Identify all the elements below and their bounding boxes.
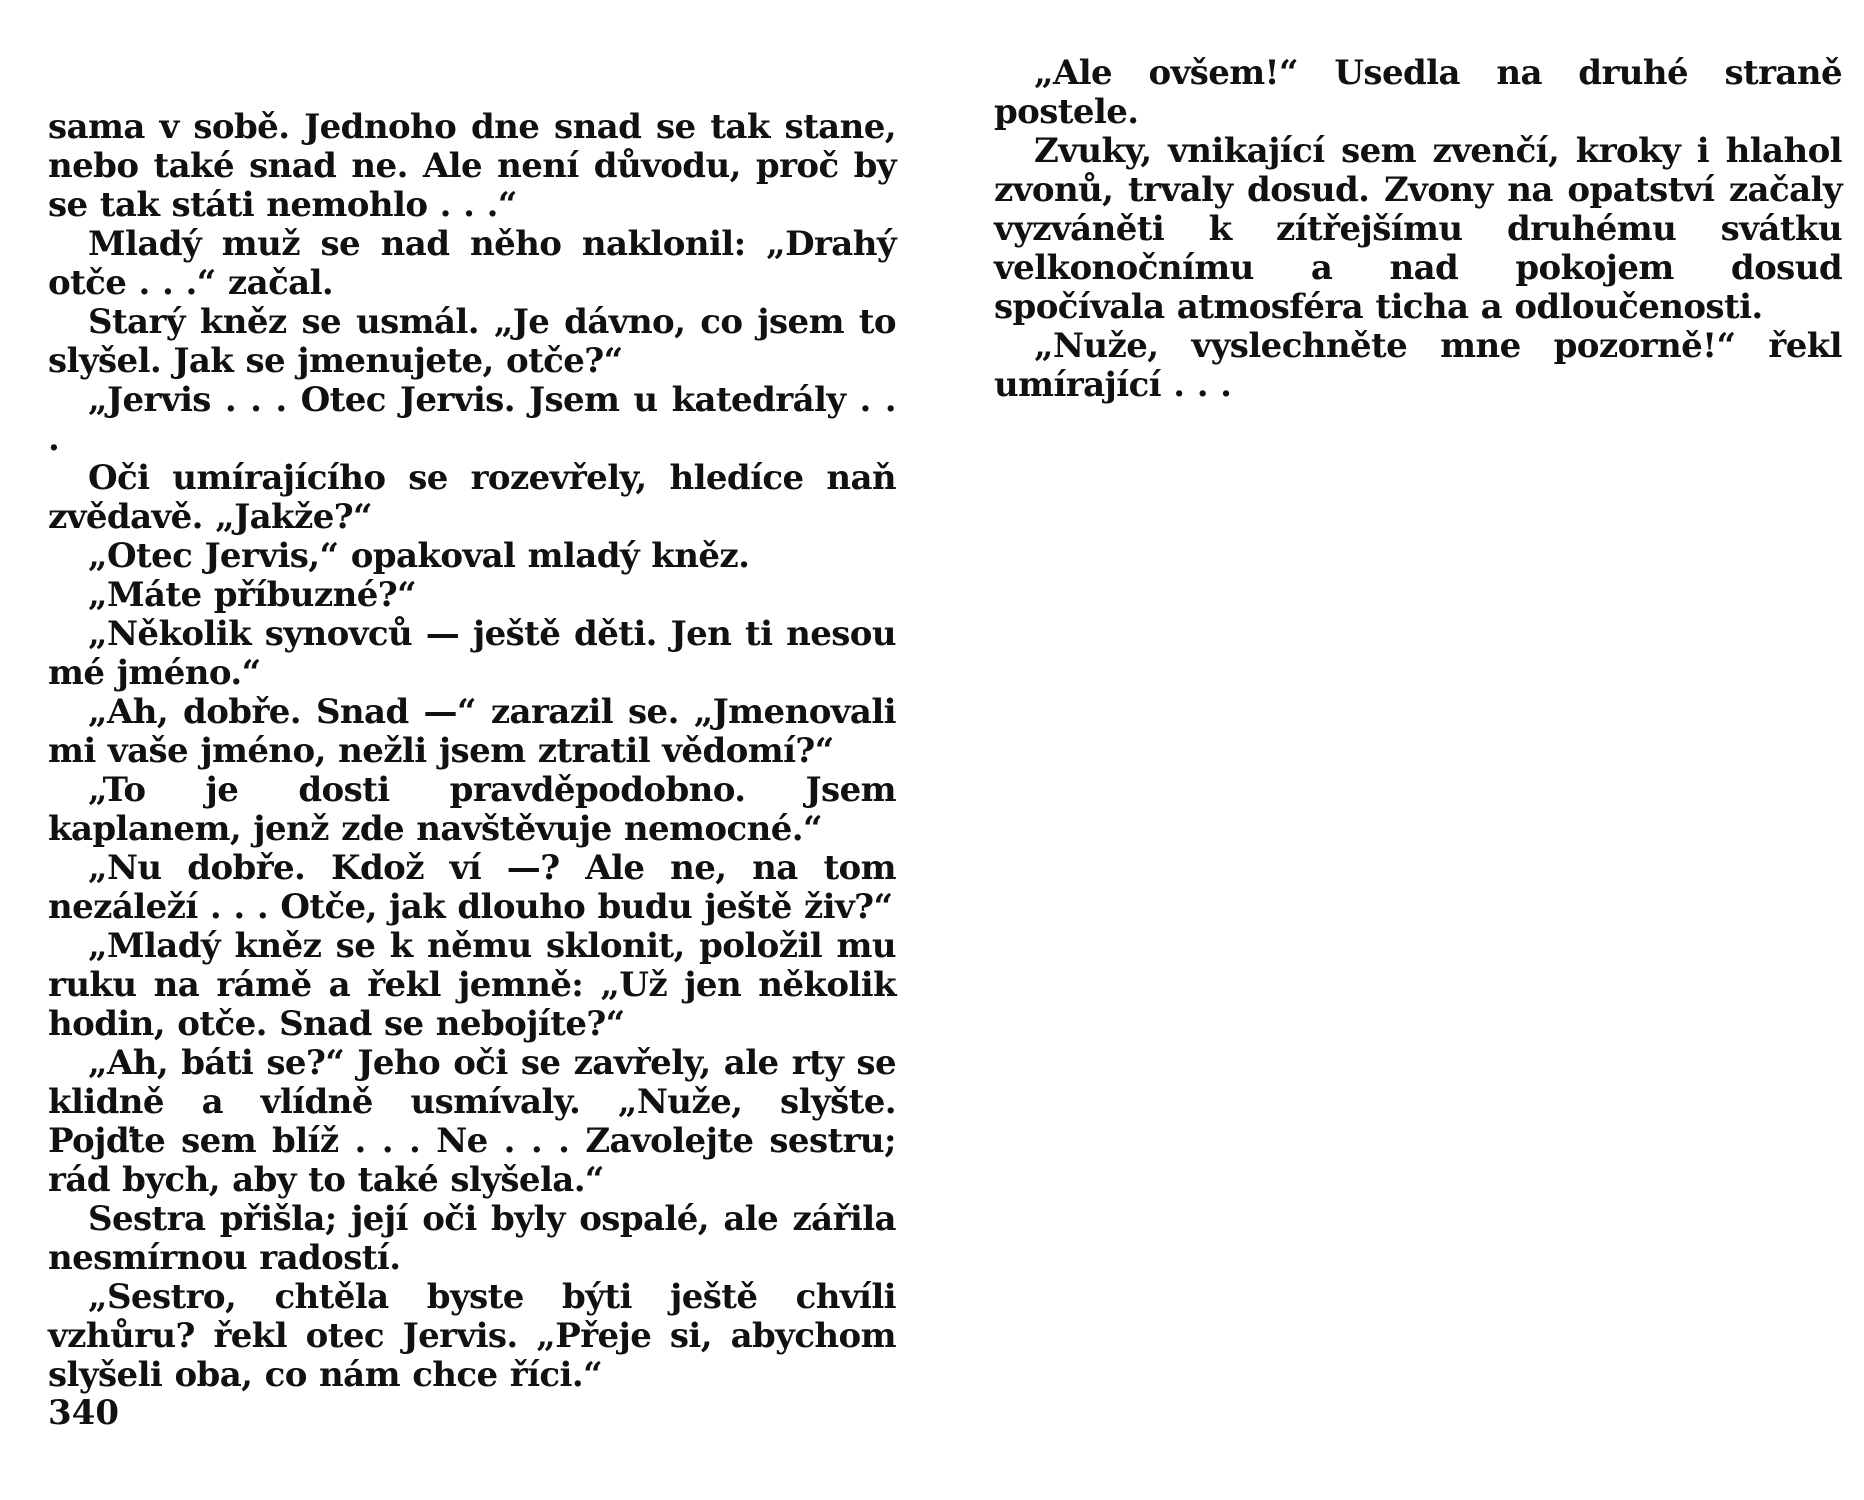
paragraph: Sestra přišla; její oči byly ospalé, ale zářila nesmírnou radostí. xyxy=(48,1199,896,1278)
paragraph: Oči umírajícího se rozevřely, hledíce naň zvědavě. „Jakže?“ xyxy=(48,458,896,537)
paragraph: „To je dosti pravděpodobno. Jsem kaplanem, jenž zde navštěvuje nemocné.“ xyxy=(48,770,896,849)
paragraph: sama v sobě. Jednoho dne snad se tak stane, nebo také snad ne. Ale není důvodu, proč by se tak státi nemohlo . . .“ xyxy=(48,107,896,225)
paragraph: „Nuže, vyslechněte mne pozorně!“ řekl umírající . . . xyxy=(994,326,1842,405)
paragraph: „Otec Jervis,“ opakoval mladý kněz. xyxy=(88,536,750,576)
paragraph: „Máte příbuzné?“ xyxy=(88,575,417,615)
paragraph: „Ah, báti se?“ Jeho oči se zavřely, ale rty se klidně a vlídně usmívaly. „Nuže, slyšte. Pojďte sem blíž . . . Ne . . . Zavolejte sestru; rád bych, aby to také slyšela.“ xyxy=(48,1043,896,1200)
left-text-column xyxy=(48,108,896,1395)
paragraph: Zvuky, vnikající sem zvenčí, kroky i hlahol zvonů, trvaly dosud. Zvony na opatství začaly vyzváněti k zítřejšímu druhému svátku velkonočnímu a nad pokojem dosud spočívala atmosféra ticha a odloučenosti. xyxy=(994,131,1842,327)
page-number: 340 xyxy=(48,1393,119,1433)
paragraph: „Ah, dobře. Snad —“ zarazil se. „Jmenovali mi vaše jméno, nežli jsem ztratil vědomí?“ xyxy=(48,692,896,771)
paragraph: „Mladý kněz se k němu sklonit, položil mu ruku na rámě a řekl jemně: „Už jen několik hodin, otče. Snad se nebojíte?“ xyxy=(48,926,896,1044)
paragraph: „Ale ovšem!“ Usedla na druhé straně postele. xyxy=(994,53,1842,132)
paragraph: „Jervis . . . Otec Jervis. Jsem u katedrály . . . xyxy=(48,380,896,459)
paragraph: „Několik synovců — ještě děti. Jen ti nesou mé jméno.“ xyxy=(48,614,896,693)
right-text-column xyxy=(994,54,1842,405)
paragraph: „Nu dobře. Kdož ví —? Ale ne, na tom nezáleží . . . Otče, jak dlouho budu ještě živ?“ xyxy=(48,848,896,927)
right-page xyxy=(932,0,1864,1500)
paragraph: Starý kněz se usmál. „Je dávno, co jsem to slyšel. Jak se jmenujete, otče?“ xyxy=(48,302,896,381)
paragraph: Mladý muž se nad něho naklonil: „Drahý otče . . .“ začal. xyxy=(48,224,896,303)
paragraph: „Sestro, chtěla byste býti ještě chvíli vzhůru? řekl otec Jervis. „Přeje si, abychom slyšeli oba, co nám chce říci.“ xyxy=(48,1277,896,1395)
